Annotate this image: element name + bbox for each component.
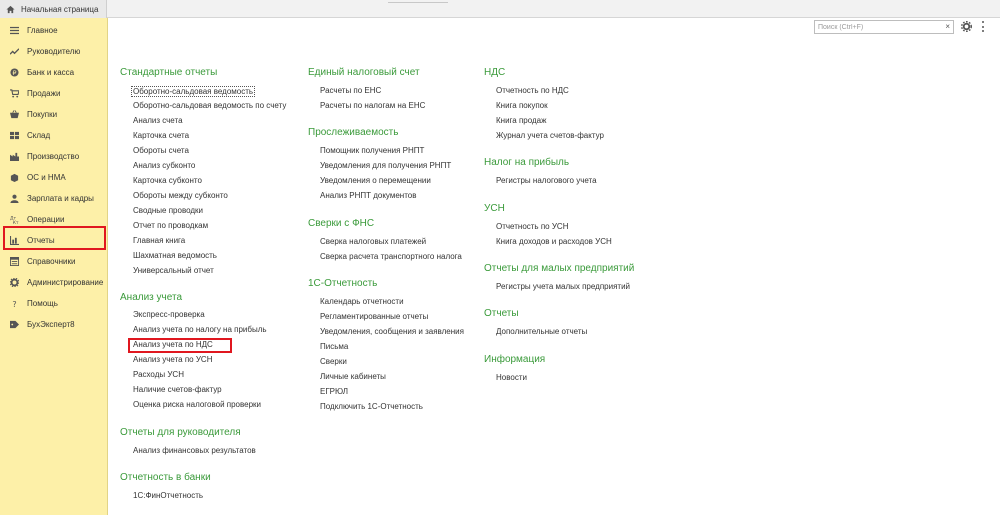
section-fns-reconciliation: Сверки с ФНС bbox=[308, 218, 375, 229]
sidebar-item-label: Склад bbox=[27, 131, 51, 140]
section-small-business: Отчеты для малых предприятий bbox=[484, 263, 635, 274]
sidebar-item-manager[interactable] bbox=[0, 41, 108, 62]
reports-highlight-box bbox=[3, 226, 106, 250]
sidebar bbox=[0, 18, 108, 515]
section-information: Информация bbox=[484, 354, 546, 365]
tab-bar bbox=[0, 0, 1000, 18]
tag-icon bbox=[10, 320, 19, 329]
report-link[interactable]: Универсальный отчет bbox=[133, 266, 214, 275]
section-nds: НДС bbox=[484, 67, 506, 78]
sidebar-item-salary[interactable] bbox=[0, 188, 108, 209]
book-icon bbox=[10, 257, 19, 266]
section-usn: УСН bbox=[484, 203, 505, 214]
report-link[interactable]: Книга покупок bbox=[496, 101, 548, 110]
sidebar-item-purchases[interactable] bbox=[0, 104, 108, 125]
section-traceability: Прослеживаемость bbox=[308, 127, 399, 138]
gear-icon bbox=[10, 278, 19, 287]
tab-marker bbox=[388, 0, 448, 3]
question-icon bbox=[10, 299, 19, 308]
basket-icon bbox=[10, 110, 19, 119]
report-link[interactable]: Отчетность по УСН bbox=[496, 222, 569, 231]
report-link[interactable]: Письма bbox=[320, 342, 349, 351]
sidebar-item-references[interactable] bbox=[0, 251, 108, 272]
report-link[interactable]: Журнал учета счетов-фактур bbox=[496, 131, 604, 140]
report-link[interactable]: Уведомления, сообщения и заявления bbox=[320, 327, 464, 336]
report-link[interactable]: Оценка риска налоговой проверки bbox=[133, 400, 262, 409]
report-link[interactable]: Сводные проводки bbox=[133, 206, 204, 215]
sidebar-item-buhexpert[interactable] bbox=[0, 314, 108, 335]
sidebar-item-label: Отчеты bbox=[27, 236, 55, 245]
report-link[interactable]: Оборотно-сальдовая ведомость по счету bbox=[133, 101, 287, 110]
report-link[interactable]: Главная книга bbox=[133, 236, 186, 245]
svg-text:?: ? bbox=[12, 299, 17, 308]
sidebar-item-bank[interactable] bbox=[0, 62, 108, 83]
report-link[interactable]: Шахматная ведомость bbox=[133, 251, 217, 260]
report-link[interactable]: Личные кабинеты bbox=[320, 372, 386, 381]
sidebar-item-label: Банк и касса bbox=[27, 68, 75, 77]
report-link[interactable]: Помощник получения РНПТ bbox=[320, 146, 425, 155]
report-link[interactable]: Анализ финансовых результатов bbox=[133, 446, 256, 455]
report-link[interactable]: Сверка расчета транспортного налога bbox=[320, 252, 462, 261]
warehouse-icon bbox=[10, 131, 19, 140]
home-tab[interactable] bbox=[0, 0, 107, 18]
report-link[interactable]: Анализ учета по налогу на прибыль bbox=[133, 325, 267, 334]
clear-search-button[interactable]: × bbox=[945, 22, 950, 31]
report-link[interactable]: Отчет по проводкам bbox=[133, 221, 209, 230]
section-accounting-analysis: Анализ учета bbox=[120, 292, 183, 303]
report-link[interactable]: Экспресс-проверка bbox=[133, 310, 205, 319]
section-1c-reporting: 1С-Отчетность bbox=[308, 278, 378, 289]
sidebar-item-label: Продажи bbox=[27, 89, 61, 98]
section-ens: Единый налоговый счет bbox=[308, 67, 420, 78]
sidebar-item-label: ОС и НМА bbox=[27, 173, 66, 182]
report-link[interactable]: Обороты между субконто bbox=[133, 191, 228, 200]
report-link[interactable]: Наличие счетов-фактур bbox=[133, 385, 222, 394]
sidebar-item-label: Справочники bbox=[27, 257, 76, 266]
report-link[interactable]: Анализ субконто bbox=[133, 161, 196, 170]
trend-icon bbox=[10, 47, 19, 56]
sidebar-item-label: Операции bbox=[27, 215, 65, 224]
sidebar-item-assets[interactable] bbox=[0, 167, 108, 188]
sidebar-item-label: Руководителю bbox=[27, 47, 81, 56]
report-link[interactable]: 1С:ФинОтчетность bbox=[133, 491, 204, 500]
nds-analysis-highlight-box bbox=[128, 338, 232, 353]
report-link[interactable]: Уведомления о перемещении bbox=[320, 176, 431, 185]
report-link[interactable]: Анализ учета по УСН bbox=[133, 355, 213, 364]
sidebar-item-admin[interactable] bbox=[0, 272, 108, 293]
report-link[interactable]: Регламентированные отчеты bbox=[320, 312, 429, 321]
report-link[interactable]: Книга продаж bbox=[496, 116, 547, 125]
report-link[interactable]: Дополнительные отчеты bbox=[496, 327, 588, 336]
report-link[interactable]: Сверки bbox=[320, 357, 347, 366]
home-tab-label: Начальная страница bbox=[21, 4, 99, 14]
report-link[interactable]: Книга доходов и расходов УСН bbox=[496, 237, 612, 246]
section-other-reports: Отчеты bbox=[484, 308, 519, 319]
report-link[interactable]: Подключить 1С-Отчетность bbox=[320, 402, 423, 411]
report-link-nds-analysis[interactable]: Анализ учета по НДС bbox=[133, 340, 213, 349]
report-link[interactable]: Расходы УСН bbox=[133, 370, 184, 379]
svg-text:Дт: Дт bbox=[10, 216, 17, 222]
sidebar-item-label: Администрирование bbox=[27, 278, 104, 287]
sidebar-item-label: Главное bbox=[27, 26, 58, 35]
sidebar-item-label: БухЭксперт8 bbox=[27, 320, 75, 329]
sidebar-item-help[interactable] bbox=[0, 293, 108, 314]
report-link[interactable]: Расчеты по налогам на ЕНС bbox=[320, 101, 426, 110]
section-manager-reports: Отчеты для руководителя bbox=[120, 427, 241, 438]
home-icon bbox=[6, 5, 15, 14]
report-link[interactable]: Карточка субконто bbox=[133, 176, 202, 185]
sidebar-item-sales[interactable] bbox=[0, 83, 108, 104]
report-link[interactable]: Регистры налогового учета bbox=[496, 176, 597, 185]
sidebar-item-label: Производство bbox=[27, 152, 80, 161]
report-link[interactable]: Новости bbox=[496, 373, 527, 382]
section-standard-reports: Стандартные отчеты bbox=[120, 67, 218, 78]
sidebar-item-warehouse[interactable] bbox=[0, 125, 108, 146]
report-link[interactable]: Карточка счета bbox=[133, 131, 190, 140]
report-link[interactable]: Уведомления для получения РНПТ bbox=[320, 161, 452, 170]
assets-icon bbox=[10, 173, 19, 182]
report-link[interactable]: Обороты счета bbox=[133, 146, 189, 155]
cart-icon bbox=[10, 89, 19, 98]
report-link[interactable]: Оборотно-сальдовая ведомость bbox=[133, 87, 254, 96]
search-input[interactable] bbox=[818, 24, 938, 31]
sidebar-item-label: Зарплата и кадры bbox=[27, 194, 94, 203]
search-box bbox=[814, 20, 954, 34]
person-icon bbox=[10, 194, 19, 203]
report-link[interactable]: Анализ РНПТ документов bbox=[320, 191, 417, 200]
report-link[interactable]: Отчетность по НДС bbox=[496, 86, 569, 95]
settings-gear-icon[interactable] bbox=[961, 21, 972, 32]
operations-icon bbox=[10, 215, 19, 224]
report-link[interactable]: ЕГРЮЛ bbox=[320, 387, 348, 396]
section-bank-reports: Отчетность в банки bbox=[120, 472, 211, 483]
report-link[interactable]: Сверка налоговых платежей bbox=[320, 237, 427, 246]
sidebar-item-production[interactable] bbox=[0, 146, 108, 167]
svg-text:₽: ₽ bbox=[12, 69, 17, 77]
report-link[interactable]: Календарь отчетности bbox=[320, 297, 404, 306]
coin-icon bbox=[10, 68, 19, 77]
svg-text:Кт: Кт bbox=[12, 221, 19, 224]
section-profit-tax: Налог на прибыль bbox=[484, 157, 570, 168]
report-link[interactable]: Регистры учета малых предприятий bbox=[496, 282, 630, 291]
report-link[interactable]: Анализ счета bbox=[133, 116, 183, 125]
factory-icon bbox=[10, 152, 19, 161]
more-menu-icon[interactable] bbox=[982, 21, 986, 32]
sidebar-item-label: Помощь bbox=[27, 299, 58, 308]
sidebar-item-main[interactable] bbox=[0, 20, 108, 41]
sidebar-item-label: Покупки bbox=[27, 110, 58, 119]
menu-icon bbox=[10, 26, 19, 35]
report-link[interactable]: Расчеты по ЕНС bbox=[320, 86, 382, 95]
